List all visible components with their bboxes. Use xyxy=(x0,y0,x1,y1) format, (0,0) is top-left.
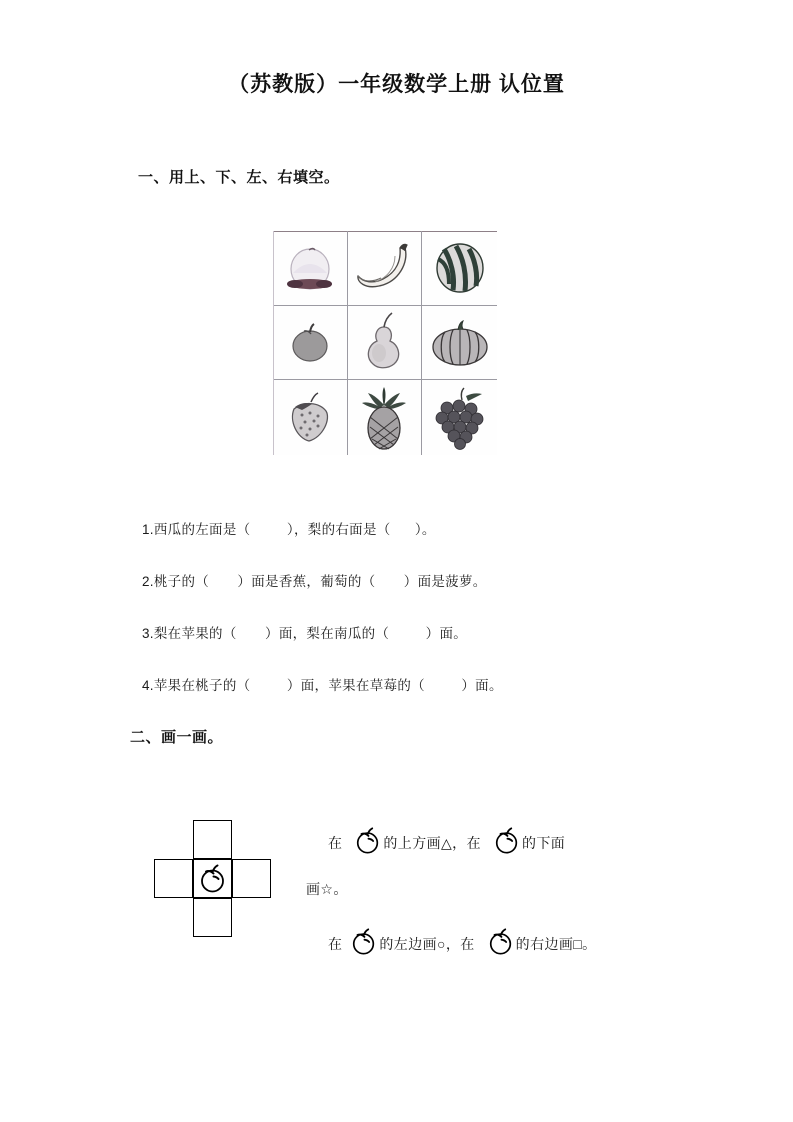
fruit-grid xyxy=(273,231,497,455)
grapes-icon xyxy=(430,386,490,450)
question-1: 1.西瓜的左面是（ ），梨的右面是（ ）。 xyxy=(142,522,436,537)
draw-line-3-prefix: 在 xyxy=(328,935,343,952)
peach-icon xyxy=(279,239,341,297)
question-2: 2.桃子的（ ）面是香蕉，葡萄的（ ）面是菠萝。 xyxy=(142,574,487,589)
draw-line-1-suffix: 的下面 xyxy=(521,834,566,851)
cross-cell-center[interactable] xyxy=(193,859,232,898)
cross-cell-left[interactable] xyxy=(154,859,193,898)
draw-line-1-mid: 的上方画△，在 xyxy=(383,834,481,851)
draw-instruction-line-2 xyxy=(306,879,348,899)
page-title: （苏教版）一年级数学上册 认位置 xyxy=(228,73,565,96)
draw-line-1-prefix: 在 xyxy=(328,834,343,851)
pear-icon xyxy=(358,311,410,373)
apple-icon xyxy=(493,827,521,858)
apple-icon xyxy=(354,827,382,858)
apple-icon xyxy=(198,864,228,894)
fruit-cell-pear xyxy=(348,306,423,381)
section-1-heading: 一、用上、下、左、右填空。 xyxy=(138,169,340,186)
section-2-heading: 二、画一画。 xyxy=(130,729,224,746)
fruit-cell-watermelon xyxy=(422,231,497,306)
banana-icon xyxy=(351,240,417,296)
fruit-cell-peach xyxy=(273,231,348,306)
watermelon-icon xyxy=(431,240,489,296)
draw-line-2-text: 画☆。 xyxy=(306,881,348,897)
fruit-cell-pineapple xyxy=(348,380,423,455)
cross-cell-right[interactable] xyxy=(232,859,271,898)
question-4: 4.苹果在桃子的（ ）面，苹果在草莓的（ ）面。 xyxy=(142,678,503,693)
draw-instruction-line-1 xyxy=(328,827,565,858)
pumpkin-icon xyxy=(429,316,491,368)
fruit-grid-figure xyxy=(273,231,497,455)
cross-cell-top[interactable] xyxy=(193,820,232,859)
draw-line-3-mid: 的左边画○，在 xyxy=(379,935,475,952)
cross-cell-bottom[interactable] xyxy=(193,898,232,937)
pineapple-icon xyxy=(358,385,410,451)
apple-icon xyxy=(487,928,515,959)
question-3: 3.梨在苹果的（ ）面，梨在南瓜的（ ）面。 xyxy=(142,626,468,641)
fruit-cell-pumpkin xyxy=(422,306,497,381)
apple-icon xyxy=(285,317,335,367)
draw-line-3-suffix: 的右边画□。 xyxy=(515,935,597,952)
fruit-cell-banana xyxy=(348,231,423,306)
fruit-cell-strawberry xyxy=(273,380,348,455)
cross-diagram xyxy=(154,820,270,936)
strawberry-icon xyxy=(281,389,339,447)
draw-instruction-line-3 xyxy=(328,928,597,959)
fruit-cell-grapes xyxy=(422,380,497,455)
apple-icon xyxy=(350,928,378,959)
fruit-cell-apple xyxy=(273,306,348,381)
